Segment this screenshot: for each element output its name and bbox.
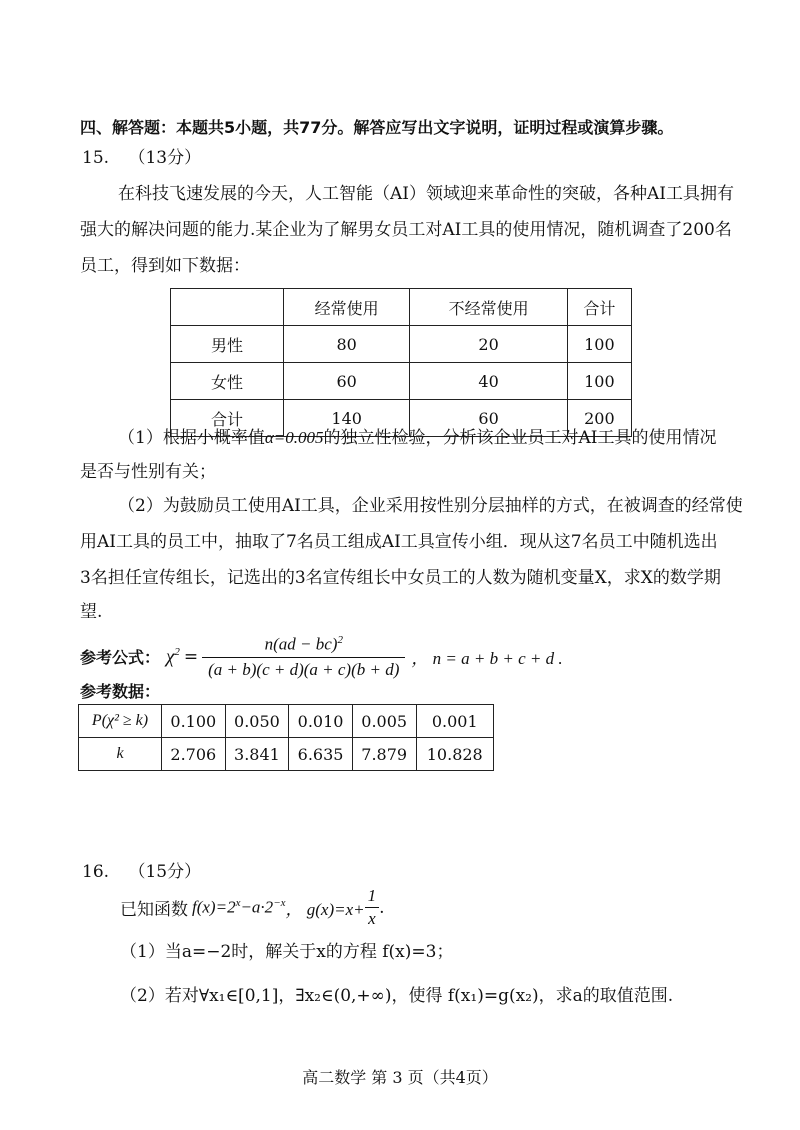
q16-part1: （1）当a=−2时，解关于x的方程 f(x)=3； xyxy=(120,942,454,962)
formula-equals: = xyxy=(183,646,199,667)
table-cell: 0.100 xyxy=(162,705,226,738)
q15-part2-line1: （2）为鼓励员工使用AI工具，企业采用按性别分层抽样的方式，在被调查的经常使 xyxy=(118,496,743,516)
f-definition xyxy=(192,897,286,918)
q16-intro xyxy=(120,886,385,929)
q16-heading xyxy=(82,860,201,884)
table-cell: 男性 xyxy=(171,326,284,363)
q15-part2-line4: 望. xyxy=(80,602,103,622)
numerator-text: n(ad − bc) xyxy=(264,634,338,654)
formula-label: 参考公式： xyxy=(80,648,161,668)
q15-part2-line3: 3名担任宣传组长，记选出的3名宣传组长中女员工的人数为随机变量X，求X的数学期 xyxy=(80,568,721,588)
table-cell: 80 xyxy=(284,326,410,363)
table-cell: 合计 xyxy=(171,400,284,437)
table-cell: 100 xyxy=(567,326,631,363)
q15-intro-line2: 强大的解决问题的能力.某企业为了解男女员工对AI工具的使用情况，随机调查了200名 xyxy=(80,220,732,240)
q15-part1-text-a: （1）根据小概率值 xyxy=(118,428,265,448)
q15-part1-text-b: 的独立性检验，分析该企业员工对AI工具的使用情况 xyxy=(323,428,717,448)
g-fraction xyxy=(365,886,380,929)
page-footer: 高二数学 第 3 页（共4页） xyxy=(302,1068,498,1087)
table-cell: 6.635 xyxy=(289,738,353,771)
table-cell: k xyxy=(79,738,162,771)
table-cell: 0.050 xyxy=(225,705,289,738)
q16-part2: （2）若对∀x₁∈[0,1]，∃x₂∈(0,+∞)，使得 f(x₁)=g(x₂)，求a的取值范围. xyxy=(120,986,674,1006)
table-cell: 140 xyxy=(284,400,410,437)
table-header-cell: 不经常使用 xyxy=(410,289,567,326)
f-exp1: x xyxy=(235,897,241,910)
g-end: . xyxy=(379,897,385,918)
chi-symbol: $\chi^2$ xyxy=(166,645,180,667)
table-cell: 20 xyxy=(410,326,567,363)
table-cell: 200 xyxy=(567,400,631,437)
chi-square-fraction xyxy=(202,634,405,680)
table-header-cell: 经常使用 xyxy=(284,289,410,326)
table-cell: 0.010 xyxy=(289,705,353,738)
table-cell: P(χ² ≥ k) xyxy=(79,705,162,738)
q15-intro-line3: 员工，得到如下数据： xyxy=(80,256,250,276)
table-cell: 0.001 xyxy=(416,705,494,738)
q16-intro-text: 已知函数 xyxy=(120,900,188,920)
f-exp2: −x xyxy=(273,897,286,910)
fraction-numerator: n(ad − bc)$^2$ xyxy=(202,634,405,658)
table-row xyxy=(79,705,494,738)
table-header-cell: 合计 xyxy=(567,289,631,326)
table-row xyxy=(171,363,632,400)
table-header-cell xyxy=(171,289,284,326)
q15-points: （13分） xyxy=(128,148,202,168)
q16-points: （15分） xyxy=(128,862,202,882)
q15-part1-line1 xyxy=(118,426,716,450)
q15-part2-line2: 用AI工具的员工中，抽取了7名员工组成AI工具宣传小组．现从这7名员工中随机选出 xyxy=(80,532,718,552)
g-numerator: 1 xyxy=(365,886,380,908)
data-label: 参考数据： xyxy=(80,682,161,701)
table-cell: 60 xyxy=(284,363,410,400)
table-cell: 60 xyxy=(410,400,567,437)
critical-value-table xyxy=(78,704,494,771)
table-cell: 2.706 xyxy=(162,738,226,771)
table-cell: 女性 xyxy=(171,363,284,400)
table-cell: 10.828 xyxy=(416,738,494,771)
alpha-value: α=0.005 xyxy=(264,428,324,447)
table-cell: 40 xyxy=(410,363,567,400)
f-def-base: f(x)=2 xyxy=(192,897,236,917)
q15-intro-line1: 在科技飞速发展的今天，人工智能（AI）领域迎来革命性的突破，各种AI工具拥有 xyxy=(118,184,734,204)
g-definition: ， g(x)=x+ xyxy=(285,900,365,919)
table-cell: 7.879 xyxy=(352,738,416,771)
q16-number: 16. xyxy=(82,862,110,882)
fraction-denominator: (a + b)(c + d)(a + c)(b + d) xyxy=(208,659,400,679)
q15-part1-line2: 是否与性别有关； xyxy=(80,462,216,482)
reference-formula xyxy=(80,634,563,680)
survey-table xyxy=(170,288,632,437)
table-cell: 100 xyxy=(567,363,631,400)
q15-number: 15. xyxy=(82,148,110,168)
table-row xyxy=(79,738,494,771)
q15-heading xyxy=(82,146,201,170)
f-def-mid: −a·2 xyxy=(240,897,274,917)
g-denominator: x xyxy=(368,909,376,928)
table-cell: 0.005 xyxy=(352,705,416,738)
table-cell: 3.841 xyxy=(225,738,289,771)
section-header: 四、解答题：本题共5小题，共77分。解答应写出文字说明，证明过程或演算步骤。 xyxy=(80,118,674,137)
table-row xyxy=(171,326,632,363)
table-header-row xyxy=(171,289,632,326)
chi-letter: χ xyxy=(166,645,175,667)
formula-n: ， n = a + b + c + d . xyxy=(411,649,563,669)
